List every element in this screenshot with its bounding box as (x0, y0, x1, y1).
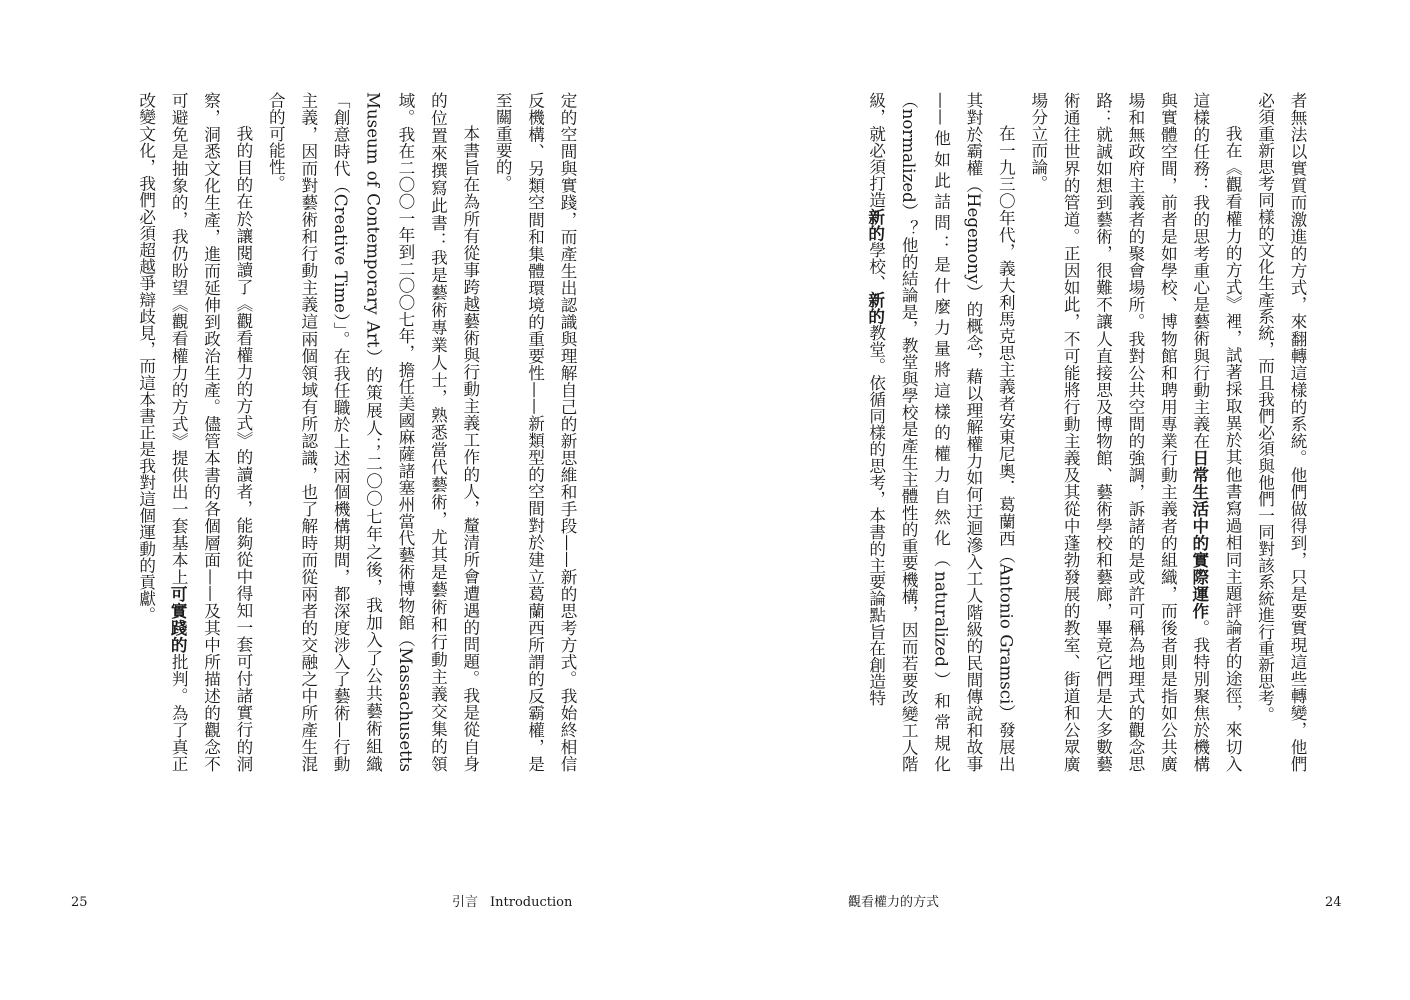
running-head-title-zh: 引言 (452, 895, 479, 910)
running-head-title: 觀看權力的方式 (848, 895, 940, 910)
paragraph (1248, 92, 1313, 772)
paragraph (1021, 92, 1248, 772)
text-run: 在一九三〇年代，義大利馬克思主義者安東尼奧．葛蘭西（Antonio Gramsci）發展出其對於霸權（Hegemony）的概念，藉以理解權力如何迂迴滲入工人階級的民間傳說和故事——他如此詰問：是什麼力量將這樣的權力自然化（naturalized）和常規化（normalized）？他的結論是，教堂與學校是產生主體性的重要機構，因而若要改變工人階級，就必須打造 (866, 92, 1016, 772)
paragraph (486, 92, 583, 772)
right-page (705, 0, 1410, 1000)
text-run: 本書旨在為所有從事跨越藝術與行動主義工作的人，釐清所會遭遇的問題。我是從自身的位置來撰寫此書：我是藝術專業人士，熟悉當代藝術，尤其是藝術和行動主義交集的領域。我在二〇〇一年到二〇〇七年，擔任美國麻薩諸塞州當代藝術博物館（Massachusetts Museum of Contemporary Art）的策展人；二〇〇七年之後，我加入了公共藝術組織「創意時代（Creative Time）」。在我任職於上述兩個機構期間，都深度涉入了藝術—行動主義，因而對藝術和行動主義這兩個領域有所認識，也了解時而從兩者的交融之中所產生混合的可能性。 (266, 92, 480, 772)
text-run: 定的空間與實踐，而產生出認識與理解自己的新思維和手段——新的思考方式。我始終相信反機構、另類空間和集體環境的重要性——新類型的空間對於建立葛蘭西所謂的反霸權，是至關重要的。 (493, 92, 577, 772)
text-run: 我的目的在於讓閱讀了《觀看權力的方式》的讀者，能夠從中得知一套可付諸實行的洞察，洞悉文化生產，進而延伸到政治生產。儘管本書的各個層面——及其中所描述的觀念不可避免是抽象的，我仍盼望《觀看權力的方式》提供出一套基本上 (169, 92, 253, 772)
emphasis-text: 可實踐的 (168, 585, 189, 654)
page-number: 25 (71, 895, 88, 910)
paragraph (859, 92, 1021, 772)
right-page-body (793, 92, 1313, 772)
text-run: 。我特別聚焦於機構與實體空間，前者是如學校、博物館和聘用專業行動主義者的組織，而後者則是指如公共廣場和無政府主義者的聚會場所。我對公共空間的強調，訴諸的是或許可稱為地理式的觀念思路：就誠如想到藝術，很難不讓人直接思及博物館、藝術學校和藝廊，畢竟它們是大多數藝術通往世界的管道。正因如此，不可能將行動主義及其從中蓬勃發展的教室、街道和公眾廣場分立而論。 (1028, 92, 1210, 773)
text-run: 批判。為了真正改變文化，我們必須超越爭辯歧見，而這本書正是我對這個運動的貢獻。 (136, 92, 189, 773)
emphasis-text: 日常生活中的實際運作 (1189, 449, 1210, 620)
text-run: 者無法以實質而激進的方式，來翻轉這樣的系統。他們做得到，只是要實現這些轉變，他們必須重新思考同樣的文化生產系統，而且我們必須與他們一同對該系統進行重新思考。 (1255, 92, 1307, 772)
text-run: 教堂。依循同樣的思考，本書的主要論點旨在創造特 (866, 324, 886, 707)
paragraph (129, 92, 259, 772)
left-page-body (93, 92, 583, 772)
page-number: 24 (1325, 895, 1342, 910)
running-head (452, 895, 572, 911)
paragraph (259, 92, 486, 772)
running-head-title-en: Introduction (490, 895, 573, 910)
running-head (848, 895, 939, 911)
text-run: 我在《觀看權力的方式》裡，試著採取異於其他書寫過相同主題評論者的途徑，來切入這樣的任務：我的思考重心是藝術與行動主義在 (1190, 92, 1243, 772)
emphasis-text: 新的 (865, 208, 886, 242)
emphasis-text: 新的 (865, 291, 886, 325)
text-run: 學校、 (866, 241, 886, 292)
